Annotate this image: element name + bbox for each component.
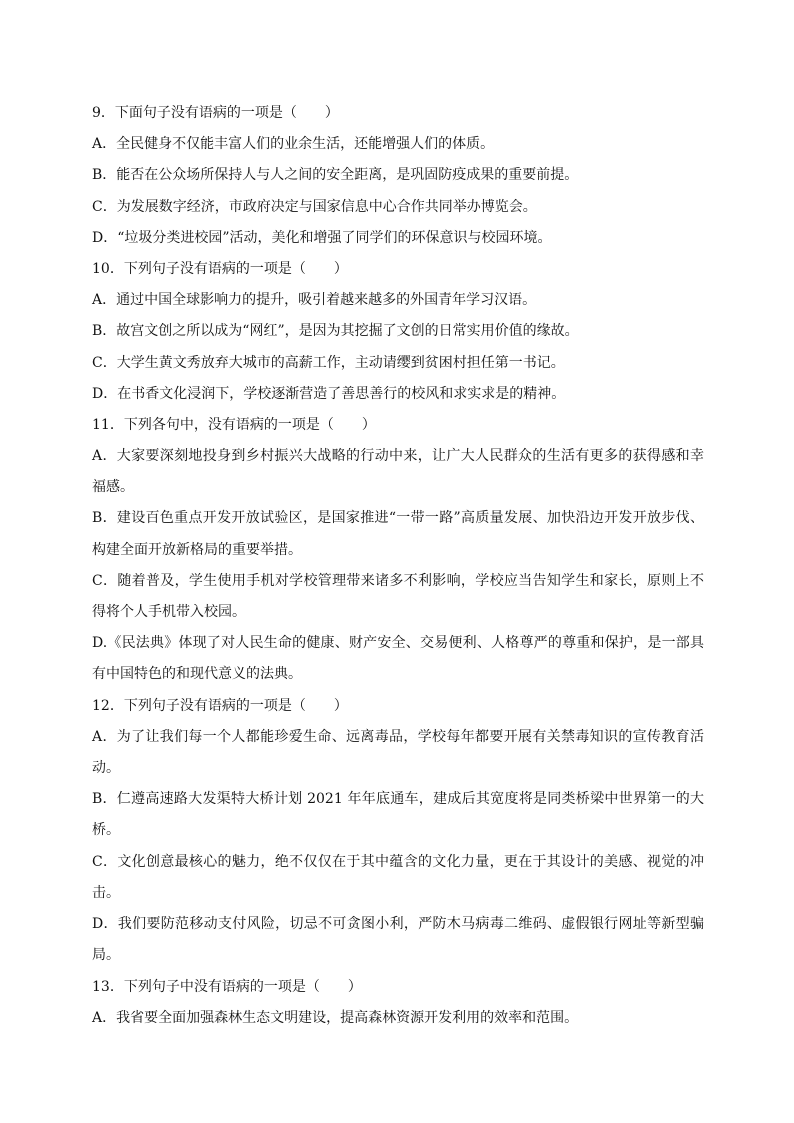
option-b: B．建设百色重点开发开放试验区，是国家推进“一带一路”高质量发展、加快沿边开发开放步伐、构建全面开放新格局的重要举措。 xyxy=(92,510,704,558)
question-stem: 12．下列句子没有语病的一项是（ ） xyxy=(92,697,348,714)
option-c: C．随着普及，学生使用手机对学校管理带来诸多不利影响，学校应当告知学生和家长，原则上不得将个人手机带入校园。 xyxy=(92,572,704,621)
option-a: A．大家要深刻地投身到乡村振兴大战略的行动中来，让广大人民群众的生活有更多的获得感和幸福感。 xyxy=(92,448,704,496)
option-a: A．全民健身不仅能丰富人们的业余生活，还能增强人们的体质。 xyxy=(92,136,495,153)
question-11 xyxy=(92,410,704,691)
question-10 xyxy=(92,254,704,410)
question-stem: 13．下列句子中没有语病的一项是（ ） xyxy=(92,978,362,995)
option-a: A．我省要全面加强森林生态文明建设，提高森林资源开发利用的效率和范围。 xyxy=(92,1009,579,1026)
option-c: C．文化创意最核心的魅力，绝不仅仅在于其中蕴含的文化力量，更在于其设计的美感、视觉的冲击。 xyxy=(92,853,704,901)
option-a: A．为了让我们每一个人都能珍爱生命、远离毒品，学校每年都要开展有关禁毒知识的宣传教育活动。 xyxy=(92,728,704,777)
option-c: C．为发展数字经济，市政府决定与国家信息中心合作共同举办博览会。 xyxy=(92,198,537,215)
option-b: B．仁遵高速路大发渠特大桥计划 2021 年年底通车，建成后其宽度将是同类桥梁中世界第一的大桥。 xyxy=(92,791,704,839)
option-d: D.《民法典》体现了对人民生命的健康、财产安全、交易便利、人格尊严的尊重和保护，是一部具有中国特色的和现代意义的法典。 xyxy=(92,635,704,683)
question-13 xyxy=(92,972,704,1034)
option-b: B．故宫文创之所以成为“网红”，是因为其挖掘了文创的日常实用价值的缘故。 xyxy=(92,323,579,340)
option-b: B．能否在公众场所保持人与人之间的安全距离，是巩固防疫成果的重要前提。 xyxy=(92,167,579,184)
option-d: D．在书香文化浸润下，学校逐渐营造了善思善行的校风和求实求是的精神。 xyxy=(92,385,566,402)
option-d: D．“垃圾分类进校园”活动，美化和增强了同学们的环保意识与校园环境。 xyxy=(92,229,552,246)
question-stem: 11．下列各句中，没有语病的一项是（ ） xyxy=(92,416,376,433)
option-c: C．大学生黄文秀放弃大城市的高薪工作，主动请缨到贫困村担任第一书记。 xyxy=(92,354,565,371)
exam-page xyxy=(92,98,704,1034)
question-stem: 9．下面句子没有语病的一项是（ ） xyxy=(92,105,339,121)
option-d: D．我们要防范移动支付风险，切忌不可贪图小利，严防木马病毒二维码、虚假银行网址等新型骗局。 xyxy=(92,916,704,964)
question-9 xyxy=(92,98,704,254)
option-a: A．通过中国全球影响力的提升，吸引着越来越多的外国青年学习汉语。 xyxy=(92,292,537,309)
question-stem: 10．下列句子没有语病的一项是（ ） xyxy=(92,260,348,277)
question-12 xyxy=(92,691,704,972)
